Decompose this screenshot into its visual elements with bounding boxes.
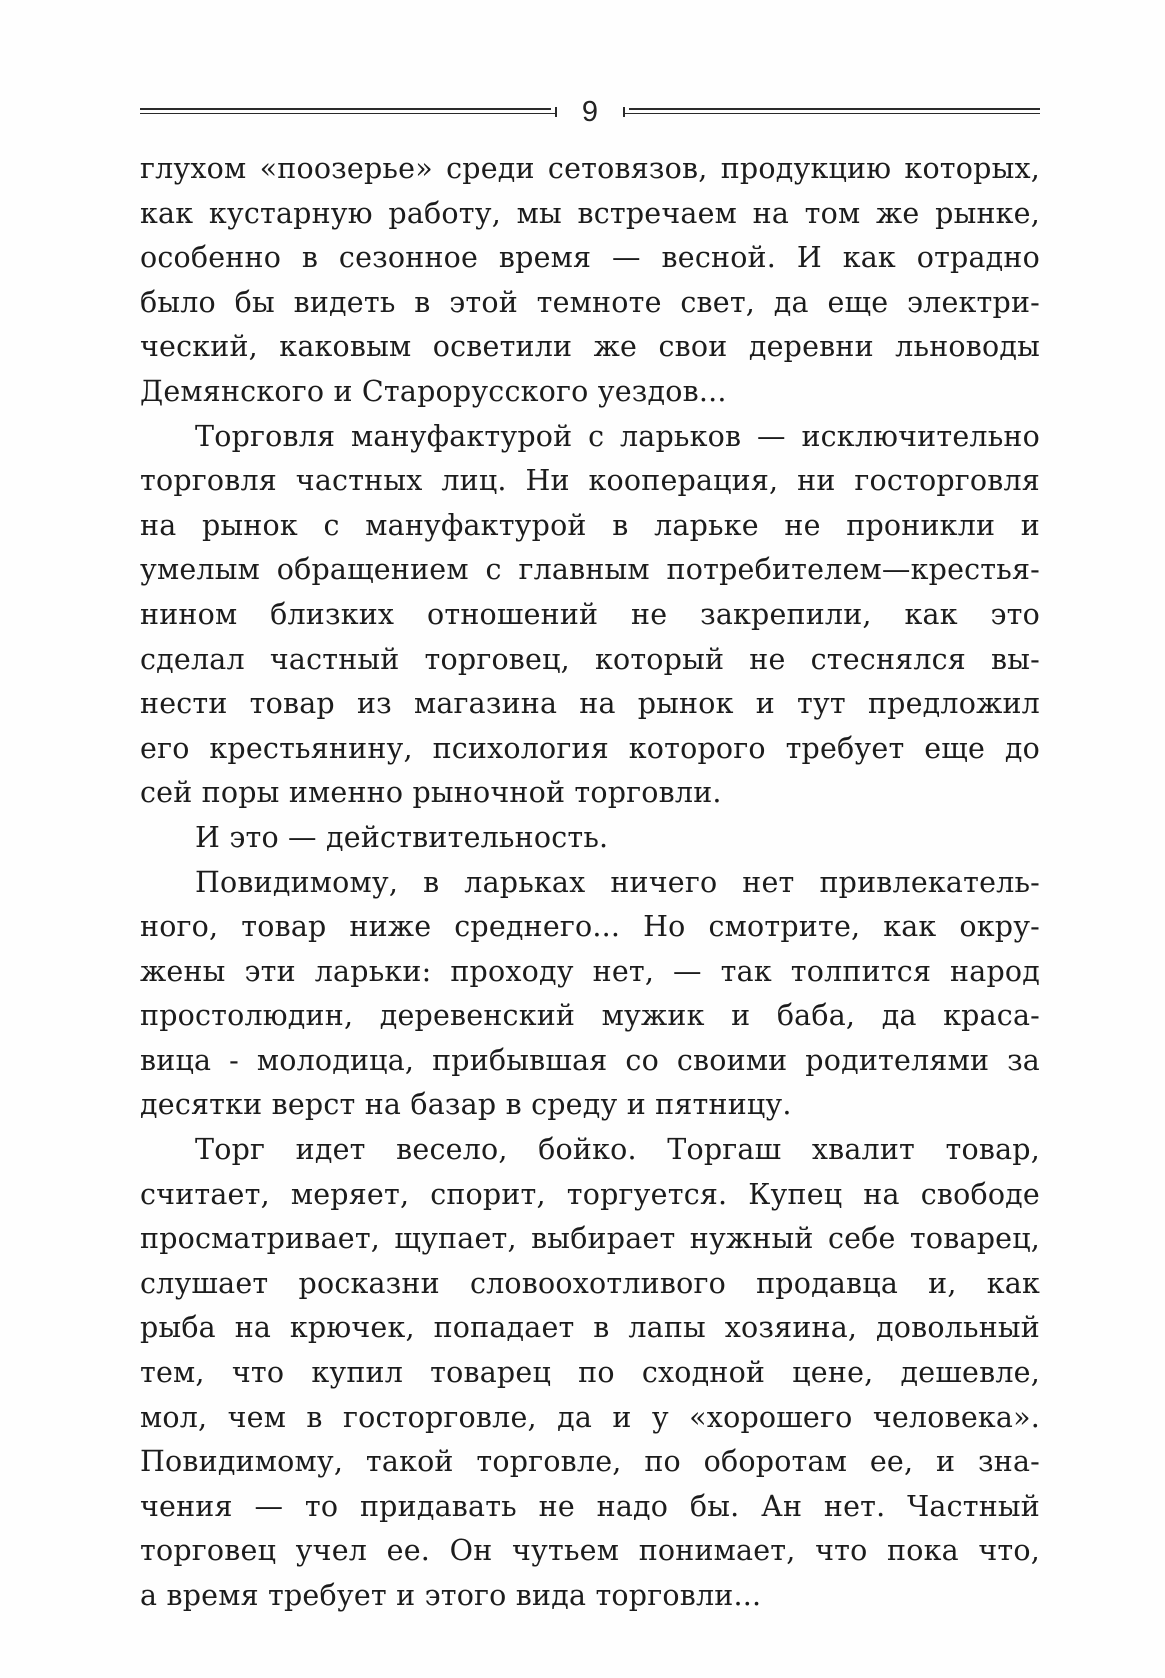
text-line: Торговля мануфактурой с ларьков — исключительно	[195, 419, 1040, 453]
text-line: рыба на крючек, попадает в лапы хозяина, довольный	[140, 1311, 1040, 1345]
text-line: считает, меряет, спорит, торгуется. Купец на свободе	[140, 1177, 1040, 1211]
text-line: а время требует и этого вида торговли...	[140, 1579, 762, 1612]
text-line: слушает росказни словоохотливого продавца и, как	[140, 1266, 1040, 1300]
text-line: ческий, каковым осветили же свои деревни льноводы	[140, 330, 1040, 364]
text-line: торговля частных лиц. Ни кооперация, ни госторговля	[140, 464, 1040, 498]
text-line: Торг идет весело, бойко. Торгаш хвалит товар,	[195, 1133, 1040, 1167]
text-line: Повидимому, в ларьках ничего нет привлекатель-	[195, 865, 1040, 899]
text-line: чения — то придавать не надо бы. Ан нет. Частный	[140, 1489, 1040, 1523]
text-line: десятки верст на базар в среду и пятницу.	[140, 1088, 792, 1122]
body-text	[140, 147, 1040, 1619]
header-rule-left	[140, 107, 557, 117]
text-line: нином близких отношений не закрепили, как это	[140, 597, 1040, 631]
text-line: простолюдин, деревенский мужик и баба, да краса-	[140, 999, 1040, 1033]
text-line: жены эти ларьки: проходу нет, — так толпится народ	[140, 954, 1040, 988]
text-line: умелым обращением с главным потребителем—крестья-	[140, 553, 1040, 587]
text-line: тем, что купил товарец по сходной цене, дешевле,	[140, 1356, 1040, 1390]
text-line: сделал частный торговец, который не стеснялся вы-	[140, 642, 1040, 676]
text-line: как кустарную работу, мы встречаем на том же рынке,	[140, 196, 1040, 230]
text-line: нести товар из магазина на рынок и тут предложил	[140, 687, 1040, 721]
header-rule-right	[623, 107, 1040, 117]
text-line: торговец учел ее. Он чутьем понимает, что пока что,	[140, 1534, 1040, 1568]
text-line: вица - молодица, прибывшая со своими родителями за	[140, 1043, 1040, 1077]
text-line: особенно в сезонное время — весной. И как отрадно	[140, 241, 1040, 275]
text-line: просматривает, щупает, выбирает нужный себе товарец,	[140, 1222, 1040, 1256]
text-line: на рынок с мануфактурой в ларьке не проникли и	[140, 508, 1040, 542]
page-number: 9	[581, 96, 599, 128]
text-line: мол, чем в госторговле, да и у «хорошего человека».	[140, 1400, 1040, 1434]
text-line: Демянского и Старорусского уездов...	[140, 374, 727, 408]
text-line: сей поры именно рыночной торговли.	[140, 776, 722, 810]
text-line: Повидимому, такой торговле, по оборотам ее, и зна-	[140, 1445, 1040, 1479]
text-line: И это — действительность.	[195, 820, 609, 854]
text-line: его крестьянину, психология которого требует еще до	[140, 731, 1040, 765]
text-line: ного, товар ниже среднего... Но смотрите, как окру-	[140, 910, 1040, 944]
page-header	[140, 95, 1040, 129]
text-line: было бы видеть в этой темноте свет, да еще электри-	[140, 285, 1040, 319]
text-line: глухом «поозерье» среди сетовязов, продукцию которых,	[140, 152, 1040, 185]
